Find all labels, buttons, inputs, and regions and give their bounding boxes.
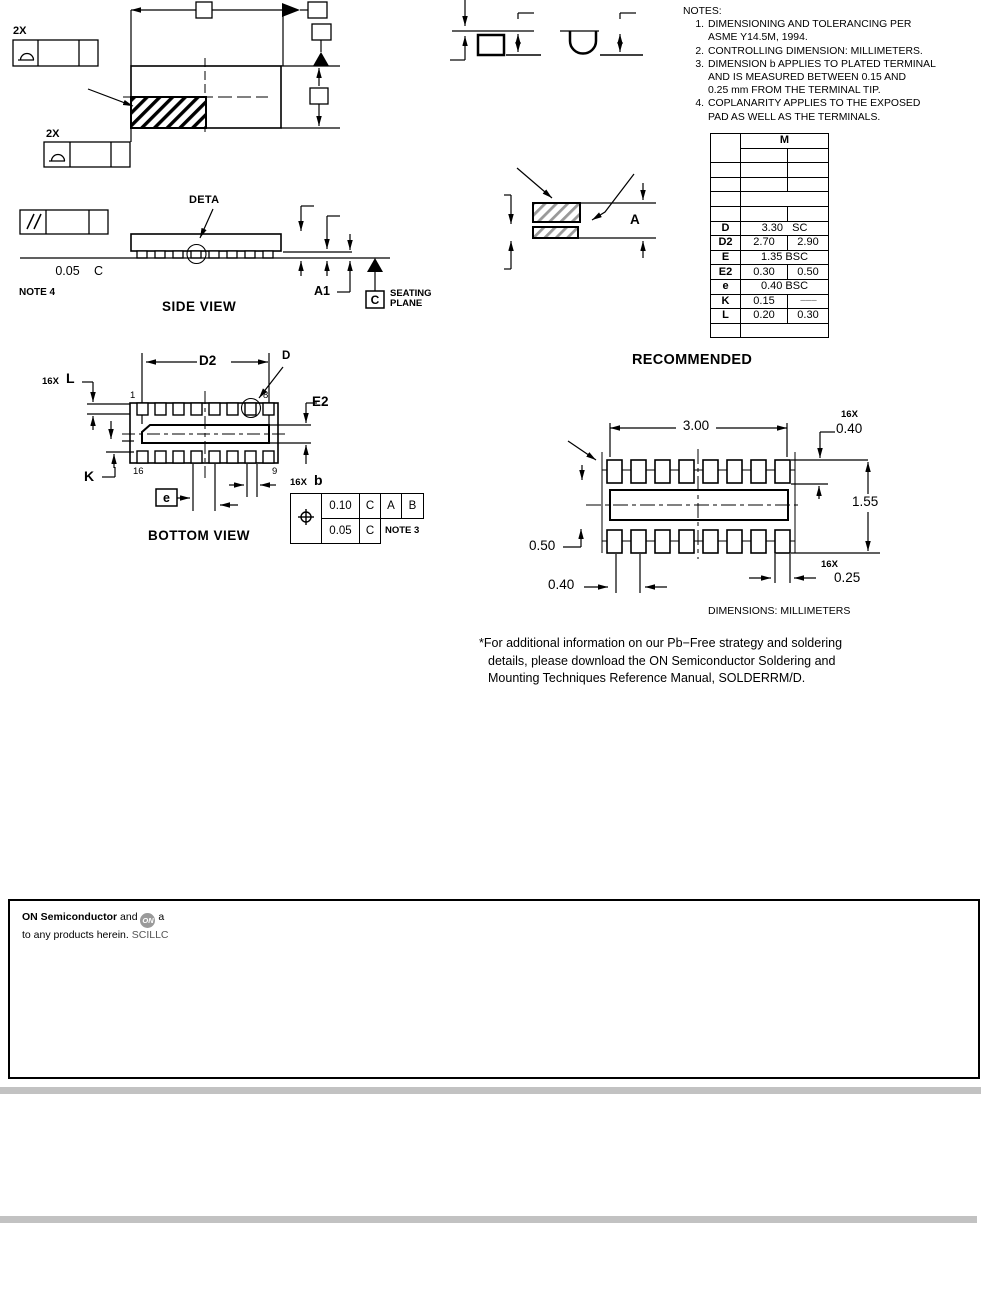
- dim-letter-box: [196, 2, 212, 18]
- round-terminal-section: [570, 31, 596, 53]
- dim-d2-label: D2: [199, 353, 217, 368]
- package-body-top: [131, 66, 281, 128]
- notes-block: [683, 5, 985, 124]
- square-terminal-section: [478, 35, 504, 55]
- footer-scillc: SCILLC: [131, 929, 169, 941]
- bottom-view: [82, 353, 317, 511]
- detail-a-callout-label: DETA: [189, 194, 220, 206]
- dim-letter-box: [310, 88, 328, 104]
- package-body-bottom: [130, 403, 278, 463]
- terminal-section: [533, 227, 578, 238]
- pin-1-number: 1: [130, 390, 136, 401]
- position-symbol-cell: [291, 494, 322, 544]
- side-view: [20, 206, 390, 308]
- bottom-pads: [137, 403, 274, 463]
- footprint-title: RECOMMENDED: [632, 352, 753, 368]
- note3-ref-label: NOTE 3: [385, 525, 420, 536]
- seating-plane-label-2: PLANE: [390, 298, 423, 309]
- footer-line-2: to any products herein. SCILLC: [22, 929, 169, 941]
- seating-datum-c: C: [370, 293, 380, 307]
- datum-triangle: [313, 52, 329, 66]
- dim-l-label: L: [66, 370, 75, 386]
- pbfree-note: *For additional information on our Pb−Free strategy and soldering details, please download the ON Semiconductor Soldering and Mounting Techniques Reference Manual, SOLDERRM/D.: [479, 636, 843, 686]
- pin1-hatch-area: [131, 97, 206, 128]
- position-tolerance-frame: [290, 493, 424, 544]
- dim-e-label: e: [163, 491, 170, 505]
- qty-2x-top-label: 2X: [13, 25, 27, 37]
- side-terminals: [137, 251, 273, 258]
- fcf-datum-c: C: [360, 494, 381, 519]
- table-row: D2 2.70 2.90: [711, 236, 829, 251]
- on-logo-icon: ON: [140, 913, 155, 928]
- footprint-padw-qty: 16X: [821, 559, 838, 570]
- dim-a1-label: A1: [314, 284, 330, 298]
- gdt-frame-2x-top: [13, 40, 98, 66]
- footprint-padlen-qty: 16X: [841, 409, 858, 420]
- footprint-width-dim: 3.00: [682, 418, 710, 433]
- exposed-pad: [142, 425, 269, 443]
- separator-band-bottom: [0, 1216, 977, 1223]
- qty-16x-b-label: 16X: [290, 477, 307, 488]
- fcf-datum-a: A: [381, 494, 402, 519]
- solid-arrowhead: [282, 3, 300, 17]
- side-view-title: SIDE VIEW: [162, 299, 237, 314]
- dimensions-units-label: DIMENSIONS: MILLIMETERS: [708, 605, 851, 617]
- footprint-center-pad: [610, 490, 788, 520]
- table-row: e 0.40 BSC: [711, 279, 829, 294]
- pin-d-callout-circle: [242, 399, 261, 418]
- note-item: 2. CONTROLLING DIMENSION: MILLIMETERS.: [695, 45, 923, 57]
- note-item: 4. COPLANARITY APPLIES TO THE EXPOSED PAD AS WELL AS THE TERMINALS.: [695, 98, 921, 123]
- footprint-pads: [607, 460, 790, 553]
- terminal-details: [450, 0, 643, 60]
- profile-tolerance-value: 0.05: [55, 264, 80, 278]
- seating-datum-triangle: [367, 258, 383, 272]
- position-symbol-icon: [297, 508, 315, 526]
- table-row: D 3.30 SC: [711, 221, 829, 236]
- footprint-height-dim: 1.55: [852, 494, 879, 509]
- table-row: L 0.20 0.30: [711, 309, 829, 324]
- mold-section: [533, 203, 580, 222]
- fcf-tolerance-1: 0.10: [322, 494, 360, 519]
- footer-line-1: ON Semiconductor and ON a: [22, 910, 978, 928]
- table-row: E 1.35 BSC: [711, 250, 829, 265]
- note-item: 3. DIMENSION b APPLIES TO PLATED TERMINAL AND IS MEASURED BETWEEN 0.15 AND 0.25 mm FROM THE TERMINAL TIP.: [695, 58, 936, 97]
- fcf-tolerance-2: 0.05: [322, 519, 360, 544]
- separator-band-top: [0, 1087, 981, 1094]
- note4-ref-label: NOTE 4: [19, 287, 56, 298]
- detail-callout-circle: [187, 245, 206, 264]
- package-body-side: [131, 234, 281, 251]
- footprint-gap-dim: 0.50: [529, 538, 556, 553]
- fcf-datum-c2: C: [360, 519, 381, 544]
- dim-d-label: D: [282, 350, 291, 362]
- dim-letter-box: [308, 2, 327, 18]
- gdt-frame-parallelism: [20, 210, 108, 234]
- dim-k-label: K: [84, 468, 95, 484]
- fcf-datum-b: B: [402, 494, 424, 519]
- profile-surface-symbol: [18, 54, 34, 61]
- footer-disclaimer-box: [8, 899, 980, 1079]
- dim-b-label: b: [314, 472, 323, 488]
- footer-brand: ON Semiconductor: [22, 911, 118, 923]
- footprint-padw-dim: 0.25: [834, 570, 861, 585]
- profile-datum-ref: C: [93, 264, 104, 278]
- pin-9-number: 9: [272, 466, 278, 477]
- table-header-m: M: [741, 134, 829, 149]
- notes-title: NOTES:: [683, 6, 722, 17]
- table-row: K 0.15 −−−: [711, 294, 829, 309]
- gdt-frame-2x-bottom: [44, 142, 130, 167]
- dim-e2-label: E2: [312, 394, 329, 409]
- pin-8-number: 8: [263, 390, 269, 401]
- dimension-table: [710, 133, 829, 338]
- table-row: E2 0.30 0.50: [711, 265, 829, 280]
- seating-plane-label-1: SEATING: [390, 288, 432, 299]
- note-item: 1. DIMENSIONING AND TOLERANCING PER ASME Y14.5M, 1994.: [695, 19, 912, 44]
- qty-2x-bottom-label: 2X: [46, 128, 60, 140]
- footprint-pitch-dim: 0.40: [548, 577, 575, 592]
- top-view: [13, 2, 340, 167]
- parallelism-symbol: [27, 214, 41, 229]
- dim-a-label: A: [630, 212, 640, 227]
- footprint-padlen-dim: 0.40: [836, 421, 863, 436]
- bottom-view-title: BOTTOM VIEW: [148, 528, 250, 543]
- pin-16-number: 16: [133, 466, 144, 477]
- profile-surface-symbol: [49, 155, 65, 162]
- qty-16x-l-label: 16X: [42, 376, 59, 387]
- dim-letter-box: [312, 24, 331, 40]
